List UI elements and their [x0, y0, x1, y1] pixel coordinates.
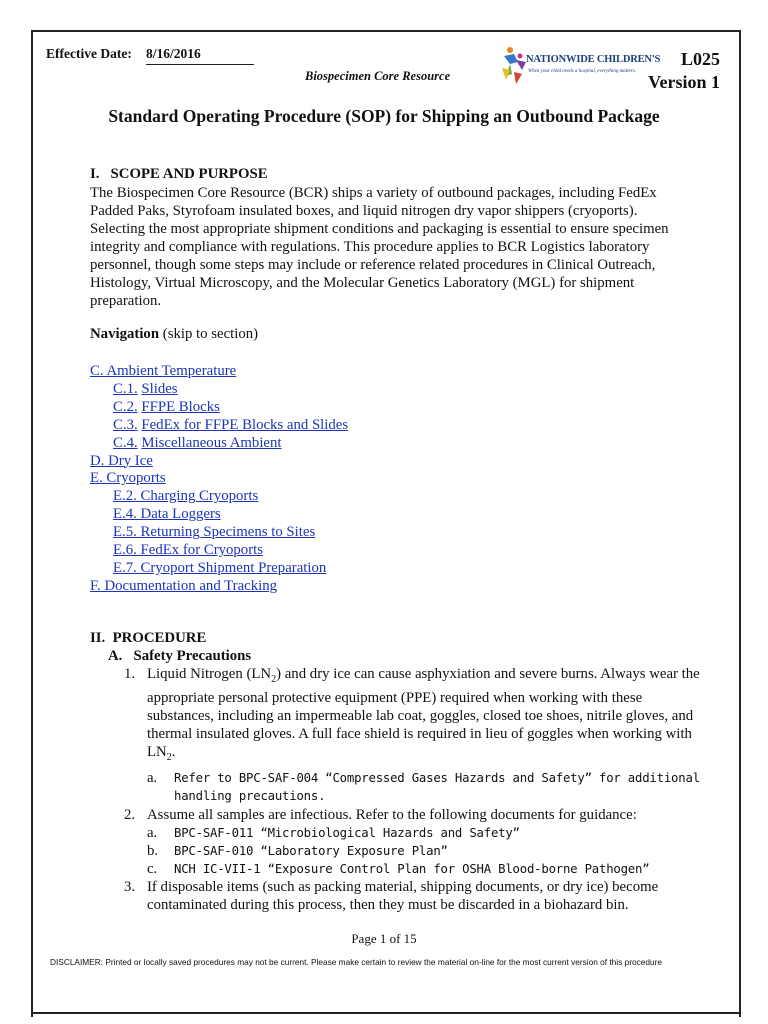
- toc-link-ambient[interactable]: C. Ambient Temperature: [90, 363, 237, 379]
- nationwide-childrens-logo: [500, 42, 661, 88]
- toc-item-documentation: [90, 578, 348, 596]
- toc-item-slides: [90, 381, 348, 399]
- page-number: Page 1 of 15: [351, 931, 417, 946]
- toc-item-fedex-ffpe: [90, 417, 348, 435]
- document-title: Standard Operating Procedure (SOP) for Shipping an Outbound Package: [108, 106, 660, 126]
- item-1-text-b: ) and dry ice can cause asphyxiation and severe burns. Always wear the appropriate personal protective equipment (PPE) required when working with these substances, including an impermeable lab coat, goggles, closed toe shoes, nitrile gloves, and thermal insulated gloves. A full face shield is required in lieu of goggles when working with LN: [147, 666, 700, 760]
- document-code-block: [648, 48, 720, 94]
- sub-item-letter: a.: [147, 769, 157, 786]
- toc-item-cryoports: [90, 470, 348, 488]
- item-3-text: If disposable items (such as packing material, shipping documents, or dry ice) become contaminated during this process, then they must be discarded in a biohazard bin.: [147, 878, 659, 913]
- effective-date-label: Effective Date:: [46, 46, 132, 61]
- procedure-item-2-subs: [120, 824, 700, 878]
- safety-precautions-heading: A. Safety Precautions: [108, 648, 252, 664]
- item-number: 3.: [124, 878, 136, 895]
- sub-item: [147, 842, 700, 860]
- toc-item-ffpe: [90, 399, 348, 417]
- toc-link-c1-num[interactable]: C.1.: [113, 380, 138, 397]
- toc-link-misc-ambient[interactable]: Miscellaneous Ambient: [141, 434, 282, 451]
- procedure-list: [120, 665, 700, 914]
- procedure-item-1: [120, 665, 700, 767]
- item-1-subscript-b: 2: [166, 751, 172, 763]
- toc-link-cryoport-prep[interactable]: E.7. Cryoport Shipment Preparation: [113, 559, 327, 576]
- item-1-subscript-a: 2: [271, 673, 277, 685]
- item-number: 2.: [124, 806, 136, 823]
- toc-item-ambient: [90, 363, 348, 381]
- sub-item-letter: b.: [147, 842, 158, 859]
- toc-link-c4-num[interactable]: C.4.: [113, 434, 138, 451]
- sub-item: [147, 769, 700, 805]
- logo-text: NATIONWIDE CHILDREN'S: [526, 54, 661, 65]
- item-1-text-c: .: [171, 743, 176, 760]
- sub-item: [147, 860, 700, 878]
- document-version: Version 1: [648, 72, 720, 92]
- effective-date-value: 8/16/2016: [146, 46, 254, 65]
- toc-item-data-loggers: [90, 506, 348, 524]
- navigation-label: Navigation: [90, 326, 160, 342]
- sub-item-text: Refer to BPC-SAF-004 “Compressed Gases Hazards and Safety” for additional handling precautions.: [174, 770, 700, 803]
- sub-item-text: BPC-SAF-010 “Laboratory Exposure Plan”: [174, 843, 448, 858]
- toc-link-documentation[interactable]: F. Documentation and Tracking: [90, 577, 278, 594]
- section-1-heading: I. SCOPE AND PURPOSE: [90, 166, 268, 182]
- document-code: L025: [680, 49, 720, 69]
- toc-link-cryoports[interactable]: E. Cryoports: [90, 470, 166, 487]
- header-center-text: Biospecimen Core Resource: [305, 69, 451, 83]
- page-border-bottom: [31, 1012, 739, 1014]
- sub-item-text: BPC-SAF-011 “Microbiological Hazards and Safety”: [174, 825, 520, 840]
- sub-item-letter: c.: [147, 860, 157, 877]
- sub-item-text: NCH IC-VII-1 “Exposure Control Plan for OSHA Blood-borne Pathogen”: [174, 861, 650, 876]
- toc-item-returning: [90, 524, 348, 542]
- toc-item-misc-ambient: [90, 435, 348, 453]
- section-1-paragraph: The Biospecimen Core Resource (BCR) ships a variety of outbound packages, including FedEx Padded Paks, Styrofoam insulated boxes, and liquid nitrogen dry vapor shippers (cryoports). Selecting the most appropriate shipment conditions and packaging is essential to ensure specimen integrity and compliance with regulations. This procedure applies to BCR Logistics laboratory personnel, though some steps may include or reference related procedures in Clinical Outreach, Histology, Virtual Microscopy, and the Molecular Genetics Laboratory (MGL) for shipment preparation.: [90, 185, 669, 309]
- logo-figures-icon: [500, 42, 530, 88]
- toc-link-dry-ice[interactable]: D. Dry Ice: [90, 452, 153, 469]
- section-2-heading: II. PROCEDURE: [90, 630, 207, 646]
- procedure-item-1-subs: [120, 769, 700, 805]
- logo-tagline: When your child needs a hospital, everything matters.: [528, 69, 636, 74]
- navigation-line: [90, 326, 258, 343]
- sub-item: [147, 824, 700, 842]
- item-2-text: Assume all samples are infectious. Refer to the following documents for guidance:: [147, 806, 637, 823]
- toc-link-slides[interactable]: Slides: [141, 380, 178, 397]
- sub-item-letter: a.: [147, 824, 157, 841]
- toc-link-c3-num[interactable]: C.3.: [113, 416, 138, 433]
- toc-link-fedex-ffpe[interactable]: FedEx for FFPE Blocks and Slides: [141, 416, 349, 433]
- toc-link-returning-specimens[interactable]: E.5. Returning Specimens to Sites: [113, 524, 316, 541]
- item-1-text-a: Liquid Nitrogen (LN: [147, 666, 272, 682]
- procedure-item-3: [120, 878, 700, 914]
- table-of-contents: [90, 363, 348, 596]
- disclaimer: DISCLAIMER: Printed or locally saved procedures may not be current. Please make certain to review the material on-line for the most current version of this procedure: [50, 957, 662, 967]
- toc-link-charging-cryoports[interactable]: E.2. Charging Cryoports: [113, 488, 259, 505]
- procedure-item-2: [120, 806, 700, 824]
- toc-item-fedex-cryo: [90, 542, 348, 560]
- navigation-hint: (skip to section): [162, 326, 259, 342]
- toc-link-fedex-cryoports[interactable]: E.6. FedEx for Cryoports: [113, 542, 264, 559]
- toc-link-ffpe-blocks[interactable]: FFPE Blocks: [141, 398, 220, 415]
- toc-link-c2-num[interactable]: C.2.: [113, 398, 138, 415]
- toc-link-data-loggers[interactable]: E.4. Data Loggers: [113, 506, 221, 523]
- toc-item-dry-ice: [90, 453, 348, 471]
- toc-item-cryo-prep: [90, 560, 348, 578]
- item-number: 1.: [124, 666, 136, 682]
- toc-item-charging: [90, 488, 348, 506]
